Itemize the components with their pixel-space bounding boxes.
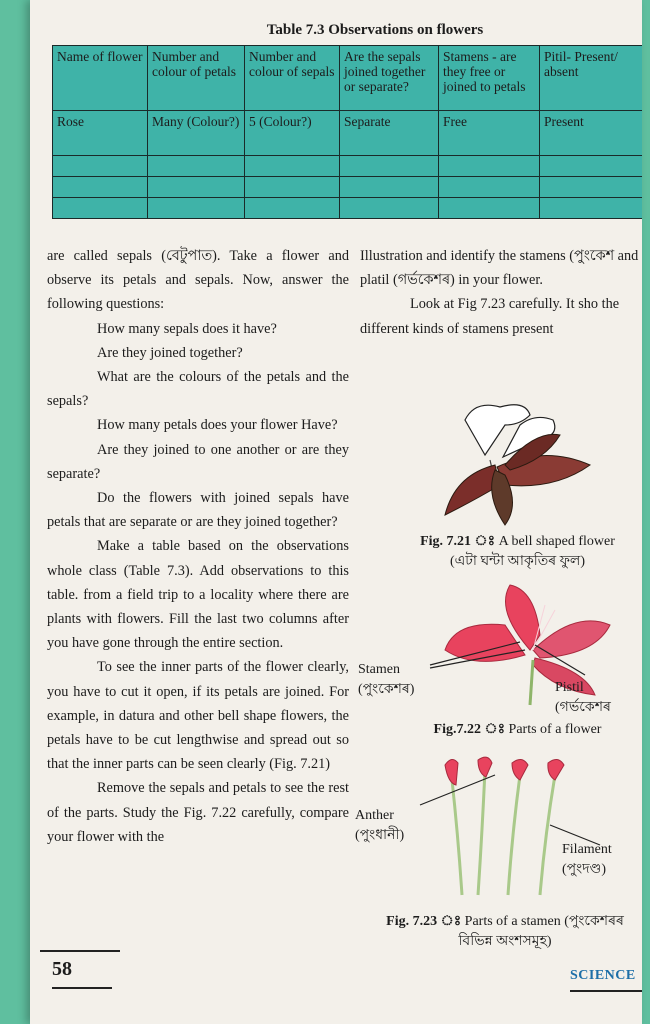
bell-flower-illustration: [425, 395, 595, 530]
question: Are they joined to one another or are they separate?: [47, 441, 349, 482]
subject-label: SCIENCE: [570, 968, 636, 983]
table-row-empty: [53, 177, 643, 198]
observations-table: [52, 45, 642, 219]
paragraph: Remove the sepals and petals to see the rest of the parts. Study the Fig. 7.22 carefully, compare your flower with the: [47, 780, 349, 845]
footer-rule: [40, 950, 120, 952]
table-cell: Rose: [53, 111, 148, 156]
table-cell: Many (Colour?): [148, 111, 245, 156]
header-cell: Are the sepals joined together or separate?: [340, 46, 439, 111]
right-text-column: [360, 244, 640, 341]
pistil-label: Pistil (গৰ্ভকেশৰ: [555, 680, 611, 715]
fig21-caption: Fig. 7.21 ঃ A bell shaped flower (এটা ঘন্টা আকৃতিৰ ফুল): [420, 534, 615, 569]
question: How many sepals does it have?: [97, 320, 277, 337]
fig23-caption: Fig. 7.23 ঃ Parts of a stamen (পুংকেশৰৰ বিভিন্ন অংশসমূহ): [386, 914, 624, 949]
paragraph: Look at Fig 7.23 carefully. It sho the different kinds of stamens present: [360, 296, 620, 337]
header-cell: Number and colour of sepals: [245, 46, 340, 111]
table-cell: 5 (Colour?): [245, 111, 340, 156]
header-cell: Number and colour of petals: [148, 46, 245, 111]
header-cell: Name of flower: [53, 46, 148, 111]
question: How many petals does your flower Have?: [97, 417, 338, 434]
book-page: [30, 0, 642, 1024]
filament-label: Filament (পুংদণ্ড): [562, 842, 612, 877]
table-title: Table 7.3 Observations on flowers: [266, 22, 484, 38]
table-row-empty: [53, 198, 643, 219]
paragraph: Make a table based on the observations whole class (Table 7.3). Add observations to this table. from a field trip to a locality where there are plants with flowers. Fill the last two columns after you have gone through the entire section.: [47, 538, 349, 652]
stamen-label: Stamen (পুংকেশৰ): [358, 662, 415, 697]
question: Do the flowers with joined sepals have petals that are separate or are they joined together?: [47, 490, 349, 531]
question: What are the colours of the petals and the sepals?: [47, 369, 349, 410]
table-cell: Separate: [340, 111, 439, 156]
paragraph: are called sepals (বেটুপাত). Take a flower and observe its petals and sepals. Now, answer the following questions:: [47, 248, 349, 313]
footer-rule-right: [570, 990, 642, 992]
table-row: [53, 111, 643, 156]
fig22-caption: Fig.7.22 ঃ Parts of a flower: [433, 722, 602, 737]
table-header-row: [53, 46, 643, 111]
paragraph: Illustration and identify the stamens (পুংকেশ and platil (গৰ্ভকেশৰ) in your flower.: [360, 248, 639, 289]
question: Are they joined together?: [97, 344, 243, 361]
table-cell: Free: [439, 111, 540, 156]
header-cell: Pitil- Present/ absent: [540, 46, 643, 111]
table-cell: Present: [540, 111, 643, 156]
header-cell: Stamens - are they free or joined to petals: [439, 46, 540, 111]
paragraph: To see the inner parts of the flower clearly, you have to cut it open, if its petals are joined. For example, in datura and other bell shape flowers, the petals have to be cut lengthwise and spread out so that the inner parts can be seen clearly (Fig. 7.21): [47, 659, 349, 773]
page-number: 58: [52, 958, 112, 989]
table-row-empty: [53, 156, 643, 177]
left-text-column: [47, 244, 349, 849]
anther-label: Anther (পুংধানী): [355, 808, 405, 843]
